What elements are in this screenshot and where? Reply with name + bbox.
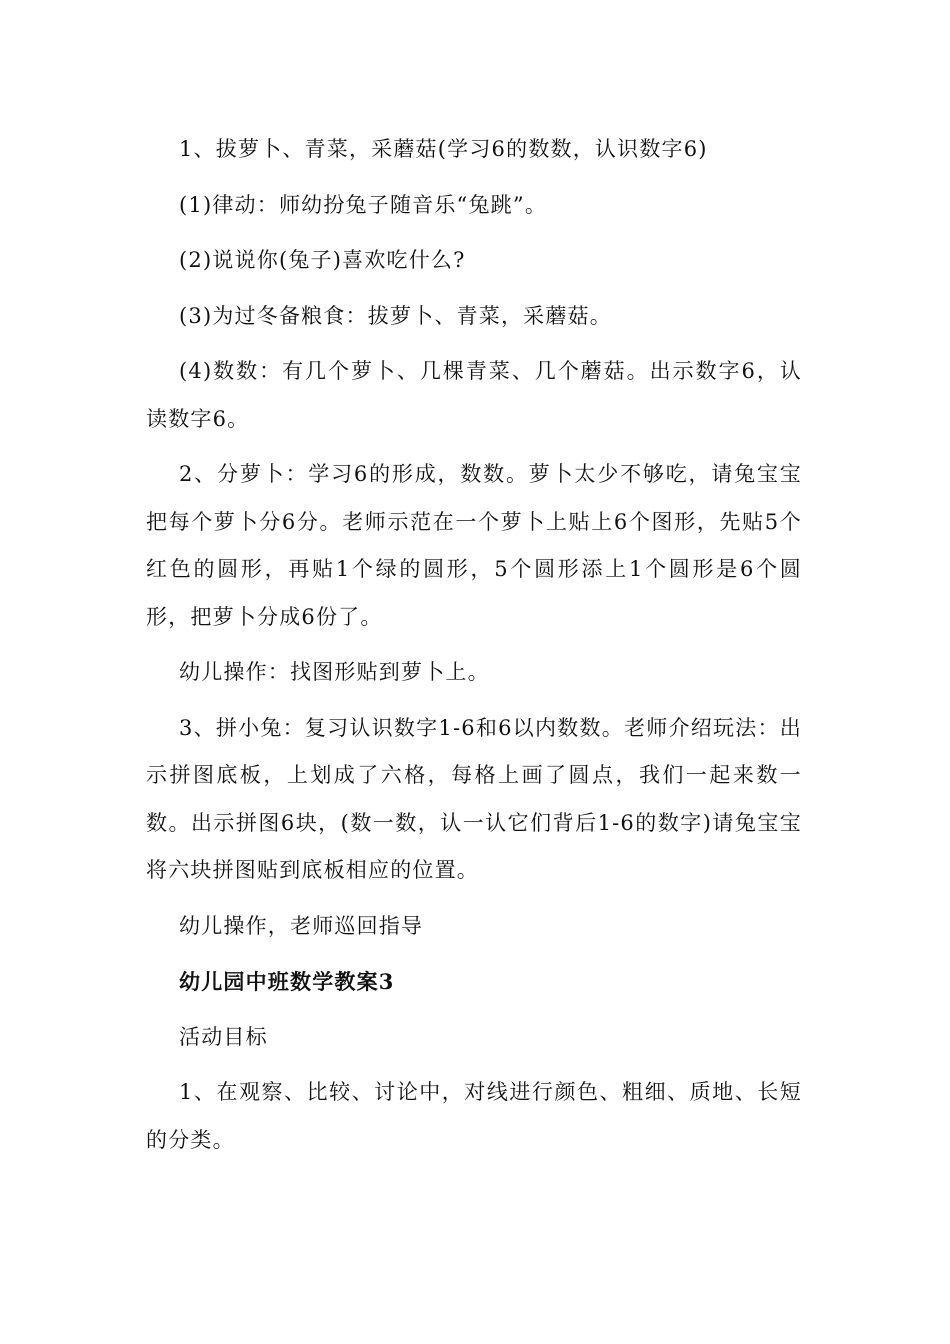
paragraph-4: (3)为过冬备粮食：拔萝卜、青菜，采蘑菇。 xyxy=(179,303,612,328)
paragraph-7: 幼儿操作：找图形贴到萝卜上。 xyxy=(179,660,490,684)
paragraph-6: 2、分萝卜：学习6的形成，数数。萝卜太少不够吃，请兔宝宝把每个萝卜分6分。老师示范在一个萝卜上贴上6个图形，先贴5个红色的圆形，再贴1个绿的圆形，5个圆形添上1个圆形是6个圆形，把萝卜分成6份了。 xyxy=(146,462,802,629)
paragraph-9: 幼儿操作，老师巡回指导 xyxy=(179,913,424,938)
paragraph-1: 1、拔萝卜、青菜，采蘑菇(学习6的数数，认识数字6) xyxy=(179,137,708,161)
paragraph-5: (4)数数：有几个萝卜、几棵青菜、几个蘑菇。出示数字6，认读数字6。 xyxy=(146,359,802,431)
paragraph-2: (1)律动：师幼扮兔子随音乐“兔跳”。 xyxy=(179,192,548,217)
paragraph-goal-1: 1、在观察、比较、讨论中，对线进行颜色、粗细、质地、长短的分类。 xyxy=(146,1080,802,1152)
paragraph-activity-goals: 活动目标 xyxy=(179,1024,268,1049)
paragraph-3: (2)说说你(兔子)喜欢吃什么? xyxy=(179,248,466,272)
section-heading: 幼儿园中班数学教案3 xyxy=(179,969,395,994)
paragraph-8: 3、拼小兔：复习认识数字1-6和6以内数数。老师介绍玩法：出示拼图底板，上划成了六格，每格上画了圆点，我们一起来数一数。出示拼图6块，(数一数，认一认它们背后1-6的数字)请兔宝宝将六块拼图贴到底板相应的位置。 xyxy=(146,715,802,882)
document-page xyxy=(146,126,802,1172)
